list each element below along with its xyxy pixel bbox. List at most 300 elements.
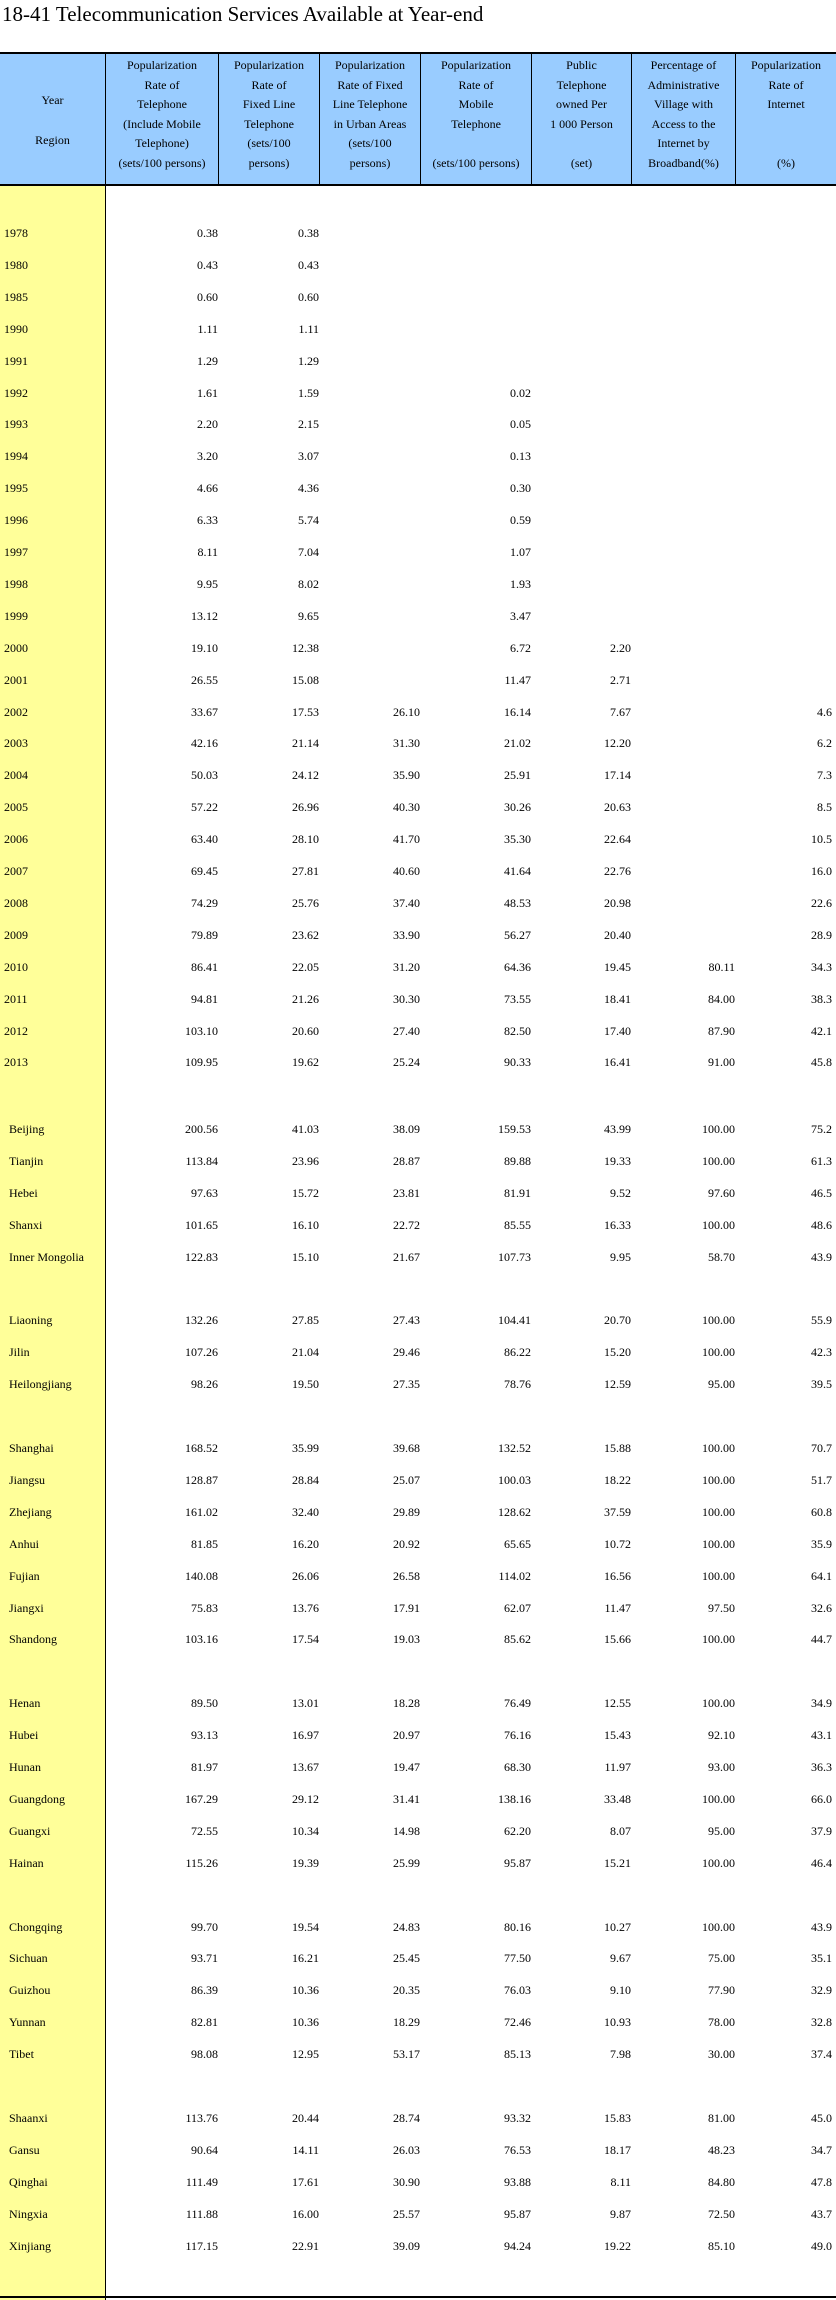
table-cell: 97.63	[191, 1185, 218, 1200]
table-cell: 7.3	[817, 768, 832, 783]
col-header-line: (set)	[570, 155, 593, 170]
table-cell: 100.00	[702, 1441, 735, 1455]
col-header-line: Fixed Line	[242, 97, 296, 111]
table-cell: 33.67	[191, 704, 218, 719]
col-header-line: Mobile	[458, 97, 494, 111]
table-cell: 79.89	[191, 927, 218, 942]
region-label: Guangdong	[9, 1791, 65, 1806]
col-header-line: Popularization	[751, 58, 821, 72]
table-cell: 43.9	[811, 1249, 832, 1264]
table-cell: 28.74	[393, 2110, 420, 2125]
table-cell: 20.35	[393, 1983, 420, 1998]
year-row	[0, 639, 836, 659]
table-cell: 100.00	[702, 1217, 735, 1232]
col-header-line: Internet by	[657, 136, 710, 150]
table-cell: 95.87	[504, 1855, 531, 1870]
table-cell: 32.9	[811, 1983, 832, 1998]
table-cell: 20.70	[604, 1313, 631, 1328]
table-cell: 0.30	[510, 481, 531, 496]
region-row	[0, 1918, 836, 1938]
table-cell: 45.0	[811, 2110, 832, 2125]
table-cell: 76.53	[504, 2142, 531, 2157]
table-cell: 26.06	[292, 1568, 319, 1583]
table-cell: 0.60	[197, 289, 218, 304]
table-cell: 37.59	[604, 1504, 631, 1519]
region-row	[0, 2013, 836, 2033]
table-cell: 77.90	[708, 1983, 735, 1998]
year-row	[0, 288, 836, 308]
table-cell: 0.43	[197, 257, 218, 272]
col-header-line	[532, 134, 631, 154]
table-cell: 104.41	[498, 1313, 531, 1328]
table-cell: 159.53	[498, 1122, 531, 1136]
year-label: 1978	[4, 226, 28, 240]
table-cell: 15.83	[604, 2110, 631, 2125]
table-cell: 37.4	[811, 2047, 832, 2062]
table-cell: 62.20	[504, 1823, 531, 1838]
col-header-line: Percentage of	[650, 58, 717, 72]
table-cell: 33.90	[393, 927, 420, 942]
table-cell: 95.00	[708, 1377, 735, 1392]
table-cell: 13.67	[292, 1760, 319, 1774]
table-cell: 38.3	[811, 991, 832, 1006]
table-cell: 17.91	[393, 1600, 420, 1615]
table-cell: 80.11	[708, 959, 735, 974]
col-header-mobile	[421, 54, 532, 184]
table-cell: 45.8	[811, 1055, 832, 1070]
table-cell: 15.88	[604, 1441, 631, 1455]
table-cell: 51.7	[811, 1472, 832, 1487]
table-cell: 7.67	[610, 704, 631, 719]
table-cell: 0.60	[298, 289, 319, 304]
table-cell: 35.90	[393, 768, 420, 783]
table-cell: 100.00	[702, 1472, 735, 1487]
year-label: 2007	[4, 864, 28, 878]
table-cell: 12.38	[292, 640, 319, 655]
table-cell: 26.58	[393, 1568, 420, 1583]
table-cell: 7.04	[298, 545, 319, 559]
table-cell: 18.28	[393, 1696, 420, 1711]
table-cell: 84.00	[708, 991, 735, 1006]
year-row	[0, 447, 836, 467]
table-cell: 6.2	[817, 736, 832, 751]
region-label: Qinghai	[9, 2174, 48, 2189]
table-cell: 12.20	[604, 736, 631, 751]
table-cell: 15.08	[292, 672, 319, 687]
table-cell: 32.6	[811, 1600, 832, 1615]
table-cell: 85.62	[504, 1632, 531, 1647]
table-cell: 97.50	[708, 1600, 735, 1615]
table-cell: 41.03	[292, 1122, 319, 1136]
table-cell: 19.45	[604, 959, 631, 974]
year-label: 2011	[4, 991, 28, 1006]
table-cell: 40.60	[393, 864, 420, 878]
table-cell: 69.45	[191, 864, 218, 878]
table-cell: 3.47	[510, 608, 531, 623]
table-cell: 78.00	[708, 2015, 735, 2030]
table-cell: 12.59	[604, 1377, 631, 1392]
table-cell: 29.46	[393, 1345, 420, 1360]
table-cell: 1.07	[510, 545, 531, 559]
table-cell: 19.33	[604, 1153, 631, 1168]
table-cell: 21.04	[292, 1345, 319, 1360]
region-label: Shanxi	[9, 1217, 43, 1232]
table-cell: 56.27	[504, 927, 531, 942]
table-cell: 100.00	[702, 1122, 735, 1136]
table-cell: 40.30	[393, 800, 420, 815]
region-label: Shaanxi	[9, 2110, 48, 2125]
col-header-line: Rate of	[768, 77, 804, 92]
region-row	[0, 1567, 836, 1587]
table-cell: 41.64	[504, 864, 531, 878]
table-cell: 30.90	[393, 2174, 420, 2189]
region-row	[0, 1854, 836, 1874]
table-cell: 8.5	[817, 800, 832, 815]
table-cell: 34.3	[811, 959, 832, 974]
region-row	[0, 2045, 836, 2065]
year-row	[0, 766, 836, 786]
table-cell: 22.64	[604, 832, 631, 847]
table-cell: 20.92	[393, 1536, 420, 1551]
year-row	[0, 1053, 836, 1073]
table-cell: 2.71	[610, 672, 631, 687]
region-row	[0, 2173, 836, 2193]
table-cell: 1.61	[197, 385, 218, 400]
year-row	[0, 671, 836, 691]
table-cell: 8.11	[610, 2174, 631, 2189]
region-label: Zhejiang	[9, 1504, 52, 1519]
table-cell: 35.9	[811, 1536, 832, 1551]
col-header-line: (%)	[777, 155, 795, 170]
col-header-line: Telephone	[556, 77, 607, 92]
table-cell: 17.61	[292, 2174, 319, 2189]
table-cell: 111.49	[185, 2174, 218, 2189]
table-cell: 70.7	[811, 1441, 832, 1455]
table-cell: 1.11	[298, 321, 319, 336]
table-cell: 30.30	[393, 991, 420, 1006]
table-bottom-rule	[0, 2296, 836, 2298]
table-cell: 98.08	[191, 2047, 218, 2062]
table-cell: 14.98	[393, 1823, 420, 1838]
table-cell: 103.10	[185, 1023, 218, 1038]
col-header-line: Popularization	[127, 58, 197, 72]
table-cell: 100.00	[702, 1504, 735, 1519]
table-cell: 132.26	[185, 1313, 218, 1328]
table-cell: 32.40	[292, 1504, 319, 1519]
col-header-line: Telephone	[244, 116, 294, 131]
col-header-line: in Urban Areas	[333, 116, 407, 131]
year-row	[0, 384, 836, 404]
year-label: 2006	[4, 832, 28, 847]
table-cell: 28.87	[393, 1153, 420, 1168]
table-cell: 76.03	[504, 1983, 531, 1998]
table-cell: 100.00	[702, 1313, 735, 1328]
table-cell: 28.9	[811, 927, 832, 942]
table-cell: 25.45	[393, 1951, 420, 1966]
year-row	[0, 990, 836, 1010]
year-row	[0, 798, 836, 818]
table-cell: 8.11	[197, 545, 218, 559]
table-cell: 87.90	[708, 1023, 735, 1038]
table-cell: 23.96	[292, 1153, 319, 1168]
region-row	[0, 2109, 836, 2129]
table-cell: 57.22	[191, 800, 218, 815]
table-cell: 72.50	[708, 2206, 735, 2221]
region-label: Xinjiang	[9, 2238, 51, 2253]
stub-header	[0, 54, 106, 184]
col-header-fixed-line	[219, 54, 320, 184]
table-cell: 29.12	[292, 1791, 319, 1806]
col-header-line: Internet	[767, 97, 805, 111]
table-cell: 43.99	[604, 1122, 631, 1136]
table-cell: 77.50	[504, 1951, 531, 1966]
year-label: 1992	[4, 385, 28, 400]
table-cell: 19.03	[393, 1632, 420, 1647]
table-cell: 16.56	[604, 1568, 631, 1583]
table-cell: 168.52	[185, 1441, 218, 1455]
year-row	[0, 926, 836, 946]
table-cell: 107.73	[498, 1249, 531, 1264]
table-cell: 100.00	[702, 1696, 735, 1711]
table-cell: 93.00	[708, 1760, 735, 1774]
table-cell: 13.76	[292, 1600, 319, 1615]
col-header-line: persons)	[248, 155, 290, 170]
table-cell: 15.43	[604, 1728, 631, 1743]
col-header-telephone	[106, 54, 219, 184]
year-row	[0, 575, 836, 595]
table-cell: 25.24	[393, 1055, 420, 1070]
table-cell: 4.6	[817, 704, 832, 719]
region-row	[0, 1375, 836, 1395]
table-cell: 89.50	[191, 1696, 218, 1711]
col-header-line: Telephone)	[135, 136, 189, 150]
table-cell: 53.17	[393, 2047, 420, 2062]
col-header-line	[736, 134, 836, 154]
table-cell: 62.07	[504, 1600, 531, 1615]
table-cell: 66.0	[811, 1791, 832, 1806]
table-cell: 19.22	[604, 2238, 631, 2253]
year-row	[0, 415, 836, 435]
table-cell: 140.08	[185, 1568, 218, 1583]
region-row	[0, 1758, 836, 1778]
region-label: Jiangxi	[9, 1600, 44, 1615]
table-cell: 6.33	[197, 513, 218, 528]
table-cell: 27.81	[292, 864, 319, 878]
year-row	[0, 479, 836, 499]
table-cell: 39.5	[811, 1377, 832, 1392]
table-cell: 19.39	[292, 1855, 319, 1870]
table-cell: 82.81	[191, 2015, 218, 2030]
region-label: Gansu	[9, 2142, 40, 2157]
table-cell: 43.1	[811, 1728, 832, 1743]
table-cell: 95.00	[708, 1823, 735, 1838]
table-cell: 9.65	[298, 608, 319, 623]
table-cell: 25.57	[393, 2206, 420, 2221]
table-cell: 32.8	[811, 2015, 832, 2030]
table-cell: 0.02	[510, 385, 531, 400]
table-cell: 20.40	[604, 927, 631, 942]
table-cell: 11.47	[604, 1600, 631, 1615]
col-header-broadband-village	[632, 54, 736, 184]
table-cell: 0.13	[510, 449, 531, 464]
table-cell: 100.00	[702, 1855, 735, 1870]
table-cell: 78.76	[504, 1377, 531, 1392]
table-cell: 21.67	[393, 1249, 420, 1264]
table-cell: 1.59	[298, 385, 319, 400]
year-label: 1991	[4, 353, 28, 368]
year-label: 2008	[4, 895, 28, 910]
region-row	[0, 1981, 836, 2001]
table-cell: 0.05	[510, 417, 531, 432]
year-label: 2004	[4, 768, 28, 783]
table-cell: 46.4	[811, 1855, 832, 1870]
year-label: 1998	[4, 576, 28, 591]
table-cell: 76.16	[504, 1728, 531, 1743]
region-label: Tianjin	[9, 1153, 44, 1168]
table-cell: 80.16	[504, 1919, 531, 1934]
table-cell: 23.81	[393, 1185, 420, 1200]
table-cell: 2.15	[298, 417, 319, 432]
table-cell: 100.00	[702, 1536, 735, 1551]
table-cell: 27.85	[292, 1313, 319, 1328]
table-cell: 107.26	[185, 1345, 218, 1360]
year-row	[0, 607, 836, 627]
table-cell: 21.26	[292, 991, 319, 1006]
table-cell: 18.17	[604, 2142, 631, 2157]
year-row	[0, 543, 836, 563]
region-row	[0, 1216, 836, 1236]
table-cell: 113.76	[185, 2110, 218, 2125]
table-cell: 97.60	[708, 1185, 735, 1200]
table-cell: 16.20	[292, 1536, 319, 1551]
region-label: Shanghai	[9, 1441, 54, 1455]
table-cell: 8.02	[298, 576, 319, 591]
table-cell: 86.39	[191, 1983, 218, 1998]
table-cell: 22.6	[811, 895, 832, 910]
stub-header-year: Year	[41, 93, 64, 107]
statistics-table	[0, 52, 836, 2300]
table-cell: 26.10	[393, 704, 420, 719]
table-cell: 15.21	[604, 1855, 631, 1870]
table-cell: 19.50	[292, 1377, 319, 1392]
table-header	[0, 52, 836, 186]
region-row	[0, 1471, 836, 1491]
table-cell: 20.98	[604, 895, 631, 910]
region-row	[0, 2205, 836, 2225]
table-cell: 11.97	[604, 1760, 631, 1774]
table-cell: 75.83	[191, 1600, 218, 1615]
year-row	[0, 734, 836, 754]
table-cell: 94.24	[504, 2238, 531, 2253]
table-cell: 15.10	[292, 1249, 319, 1264]
table-cell: 27.35	[393, 1377, 420, 1392]
col-header-line: Broadband(%)	[648, 155, 719, 170]
table-cell: 99.70	[191, 1919, 218, 1934]
table-cell: 12.55	[604, 1696, 631, 1711]
col-header-line: Telephone	[451, 116, 501, 131]
region-label: Ningxia	[9, 2206, 48, 2221]
table-cell: 82.50	[504, 1023, 531, 1038]
region-label: Chongqing	[9, 1919, 63, 1934]
table-cell: 9.87	[610, 2206, 631, 2221]
table-cell: 85.55	[504, 1217, 531, 1232]
table-cell: 35.30	[504, 832, 531, 847]
table-cell: 23.62	[292, 927, 319, 942]
region-label: Inner Mongolia	[9, 1249, 84, 1264]
region-label: Anhui	[9, 1536, 39, 1551]
year-row	[0, 958, 836, 978]
table-cell: 10.72	[604, 1536, 631, 1551]
table-cell: 65.65	[504, 1536, 531, 1551]
table-cell: 60.8	[811, 1504, 832, 1519]
region-row	[0, 1694, 836, 1714]
table-cell: 42.1	[811, 1023, 832, 1038]
table-cell: 64.36	[504, 959, 531, 974]
table-cell: 2.20	[610, 640, 631, 655]
year-label: 1980	[4, 257, 28, 272]
region-label: Jilin	[9, 1345, 30, 1360]
region-label: Hainan	[9, 1855, 44, 1870]
table-cell: 10.34	[292, 1823, 319, 1838]
region-row	[0, 1949, 836, 1969]
year-label: 1993	[4, 417, 28, 432]
table-cell: 16.33	[604, 1217, 631, 1232]
year-row	[0, 830, 836, 850]
col-header-line: (sets/100	[247, 136, 291, 150]
region-label: Henan	[9, 1696, 41, 1711]
table-cell: 17.14	[604, 768, 631, 783]
table-cell: 109.95	[185, 1055, 218, 1070]
table-cell: 81.85	[191, 1536, 218, 1551]
year-label: 2010	[4, 959, 28, 974]
table-cell: 138.16	[498, 1791, 531, 1806]
table-cell: 31.30	[393, 736, 420, 751]
table-cell: 19.62	[292, 1055, 319, 1070]
table-cell: 24.12	[292, 768, 319, 783]
table-cell: 25.99	[393, 1855, 420, 1870]
col-header-internet	[736, 54, 836, 184]
year-label: 1990	[4, 321, 28, 336]
year-label: 2005	[4, 800, 28, 815]
col-header-line: Popularization	[335, 58, 405, 72]
table-cell: 19.47	[393, 1760, 420, 1774]
region-row	[0, 1343, 836, 1363]
table-cell: 64.1	[811, 1568, 832, 1583]
col-header-line: Public	[566, 58, 597, 72]
year-row	[0, 1022, 836, 1042]
table-cell: 27.40	[393, 1023, 420, 1038]
table-cell: 101.65	[185, 1217, 218, 1232]
table-cell: 90.33	[504, 1055, 531, 1070]
table-cell: 30.00	[708, 2047, 735, 2062]
table-cell: 10.5	[811, 832, 832, 847]
table-cell: 17.40	[604, 1023, 631, 1038]
table-cell: 18.29	[393, 2015, 420, 2030]
table-cell: 39.09	[393, 2238, 420, 2253]
table-cell: 1.29	[197, 353, 218, 368]
table-cell: 42.16	[191, 736, 218, 751]
table-cell: 16.14	[504, 704, 531, 719]
year-label: 1999	[4, 608, 28, 623]
year-row	[0, 894, 836, 914]
table-cell: 15.66	[604, 1632, 631, 1647]
table-cell: 25.07	[393, 1472, 420, 1487]
table-cell: 48.6	[811, 1217, 832, 1232]
table-cell: 20.60	[292, 1023, 319, 1038]
col-header-line: (sets/100	[348, 136, 392, 150]
year-label: 1996	[4, 513, 28, 528]
table-cell: 10.36	[292, 1983, 319, 1998]
